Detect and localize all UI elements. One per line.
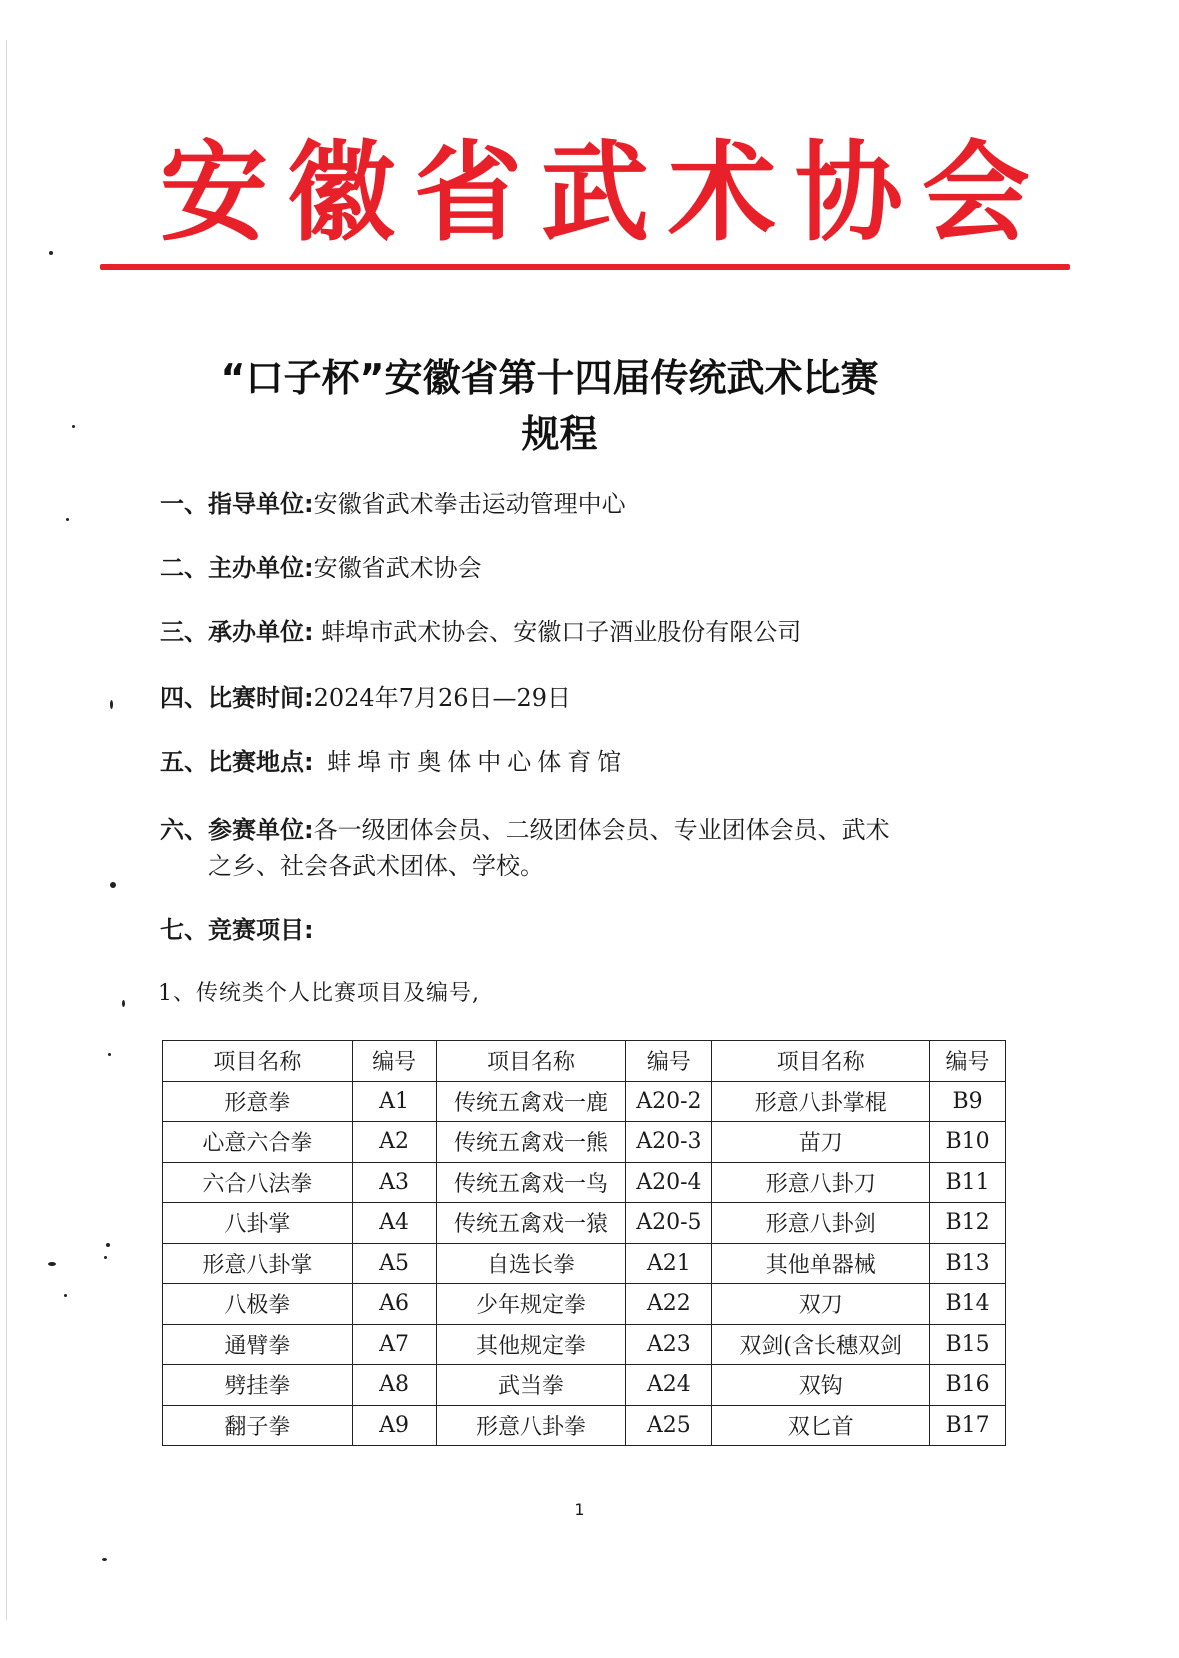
event-code-cell: A20-5	[626, 1203, 712, 1244]
section-events	[160, 912, 950, 948]
event-code-cell: A6	[352, 1284, 436, 1325]
page-number: 1	[574, 1500, 585, 1519]
event-code-cell: A3	[352, 1162, 436, 1203]
table-row	[163, 1365, 1006, 1406]
section-competition-venue	[160, 744, 950, 780]
section-label: 三、承办单位:	[160, 618, 314, 646]
scan-speck	[108, 1053, 111, 1056]
table-row	[163, 1405, 1006, 1446]
section-label: 一、指导单位:	[160, 490, 314, 518]
table-row	[163, 1081, 1006, 1122]
event-name-cell: 双钩	[712, 1365, 930, 1406]
section-host-unit	[160, 550, 950, 586]
event-name-cell: 六合八法拳	[163, 1162, 353, 1203]
section-value: 各一级团体会员、二级团体会员、专业团体会员、武术	[313, 816, 890, 844]
section-label: 五、比赛地点:	[160, 748, 314, 776]
section-label: 七、竞赛项目:	[160, 916, 314, 944]
table-row	[163, 1122, 1006, 1163]
event-name-cell: 少年规定拳	[436, 1284, 626, 1325]
column-header: 项目名称	[436, 1041, 626, 1082]
event-name-cell: 武当拳	[436, 1365, 626, 1406]
scan-speck	[49, 251, 53, 255]
event-name-cell: 形意八卦刀	[712, 1162, 930, 1203]
event-name-cell: 其他规定拳	[436, 1324, 626, 1365]
letterhead-char: 协	[794, 130, 903, 256]
scan-speck	[106, 1243, 110, 1247]
event-name-cell: 传统五禽戏一鹿	[436, 1081, 626, 1122]
table-row	[163, 1162, 1006, 1203]
table-row	[163, 1324, 1006, 1365]
event-name-cell: 形意八卦剑	[712, 1203, 930, 1244]
table-row	[163, 1203, 1006, 1244]
column-header: 编号	[626, 1041, 712, 1082]
section-label: 四、比赛时间:	[160, 684, 314, 712]
title-line-1: “口子杯”安徽省第十四届传统武术比赛	[220, 356, 879, 400]
section-organizer-unit	[160, 614, 950, 650]
scan-speck	[110, 882, 116, 888]
event-code-cell: B14	[930, 1284, 1006, 1325]
event-code-cell: A2	[352, 1122, 436, 1163]
events-subheading: 1、传统类个人比赛项目及编号,	[158, 981, 480, 1006]
event-name-cell: 传统五禽戏一熊	[436, 1122, 626, 1163]
section-value: 蚌埠市奥体中心体育馆	[313, 748, 628, 776]
event-code-cell: A8	[352, 1365, 436, 1406]
event-code-cell: B17	[930, 1405, 1006, 1446]
event-code-cell: A24	[626, 1365, 712, 1406]
letterhead-char: 武	[540, 130, 649, 256]
event-name-cell: 形意八卦掌棍	[712, 1081, 930, 1122]
letterhead-char: 省	[413, 130, 522, 256]
event-code-cell: B16	[930, 1365, 1006, 1406]
event-name-cell: 形意八卦拳	[436, 1405, 626, 1446]
event-name-cell: 其他单器械	[712, 1243, 930, 1284]
section-value-continued: 之乡、社会各武术团体、学校。	[208, 852, 544, 880]
table-row	[163, 1243, 1006, 1284]
scan-speck	[102, 1558, 107, 1561]
section-value: 2024年7月26日—29日	[313, 684, 572, 712]
event-code-cell: A23	[626, 1324, 712, 1365]
event-name-cell: 形意拳	[163, 1081, 353, 1122]
title-line-2: 规程	[521, 412, 598, 456]
event-code-cell: B11	[930, 1162, 1006, 1203]
letterhead-char: 安	[160, 130, 269, 256]
event-name-cell: 传统五禽戏一猿	[436, 1203, 626, 1244]
scan-speck	[104, 1256, 107, 1259]
scan-speck	[72, 425, 75, 428]
scan-speck	[122, 1000, 125, 1007]
event-name-cell: 自选长拳	[436, 1243, 626, 1284]
event-code-cell: B15	[930, 1324, 1006, 1365]
event-code-cell: A22	[626, 1284, 712, 1325]
event-name-cell: 双匕首	[712, 1405, 930, 1446]
scan-speck	[64, 1294, 67, 1297]
event-name-cell: 通臂拳	[163, 1324, 353, 1365]
scan-speck	[110, 700, 113, 709]
event-name-cell: 双剑(含长穗双剑	[712, 1324, 930, 1365]
event-name-cell: 传统五禽戏一鸟	[436, 1162, 626, 1203]
event-code-cell: A1	[352, 1081, 436, 1122]
letterhead-char: 术	[667, 130, 776, 256]
section-value: 蚌埠市武术协会、安徽口子酒业股份有限公司	[313, 618, 802, 646]
column-header: 编号	[930, 1041, 1006, 1082]
event-code-cell: A20-2	[626, 1081, 712, 1122]
section-value: 安徽省武术协会	[313, 554, 482, 582]
event-name-cell: 形意八卦掌	[163, 1243, 353, 1284]
letterhead-char: 徽	[286, 130, 395, 256]
section-label: 六、参赛单位:	[160, 816, 314, 844]
event-name-cell: 八卦掌	[163, 1203, 353, 1244]
scan-edge	[6, 40, 7, 1620]
document-title	[0, 350, 1179, 462]
event-code-cell: A7	[352, 1324, 436, 1365]
event-code-cell: B10	[930, 1122, 1006, 1163]
event-code-cell: A25	[626, 1405, 712, 1446]
event-name-cell: 劈挂拳	[163, 1365, 353, 1406]
event-code-cell: A4	[352, 1203, 436, 1244]
event-code-cell: B9	[930, 1081, 1006, 1122]
event-code-cell: B12	[930, 1203, 1006, 1244]
event-code-cell: A5	[352, 1243, 436, 1284]
section-value: 安徽省武术拳击运动管理中心	[313, 490, 626, 518]
scan-speck	[48, 1262, 56, 1266]
table-header-row	[163, 1041, 1006, 1082]
event-name-cell: 翻子拳	[163, 1405, 353, 1446]
events-table	[162, 1040, 1006, 1446]
event-code-cell: A21	[626, 1243, 712, 1284]
event-name-cell: 心意六合拳	[163, 1122, 353, 1163]
column-header: 项目名称	[163, 1041, 353, 1082]
event-code-cell: A20-3	[626, 1122, 712, 1163]
section-participants	[160, 812, 950, 884]
event-name-cell: 苗刀	[712, 1122, 930, 1163]
letterhead-rule	[100, 264, 1070, 270]
event-code-cell: B13	[930, 1243, 1006, 1284]
letterhead-char: 会	[921, 130, 1030, 256]
letterhead	[100, 118, 1070, 268]
event-name-cell: 双刀	[712, 1284, 930, 1325]
event-code-cell: A9	[352, 1405, 436, 1446]
section-guide-unit	[160, 486, 950, 522]
event-name-cell: 八极拳	[163, 1284, 353, 1325]
column-header: 项目名称	[712, 1041, 930, 1082]
section-competition-time	[160, 680, 950, 716]
column-header: 编号	[352, 1041, 436, 1082]
event-code-cell: A20-4	[626, 1162, 712, 1203]
scan-speck	[66, 518, 69, 521]
table-row	[163, 1284, 1006, 1325]
section-label: 二、主办单位:	[160, 554, 314, 582]
